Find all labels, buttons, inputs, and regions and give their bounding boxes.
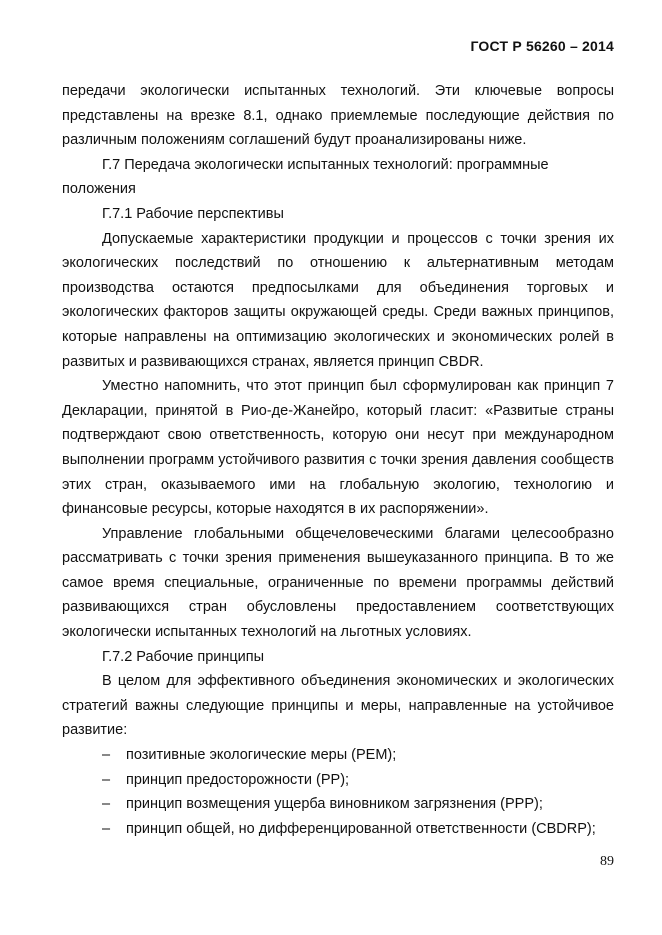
document-standard-header: ГОСТ Р 56260 – 2014 (470, 38, 614, 54)
dash-bullet: – (102, 747, 111, 764)
list-item-text: принцип общей, но дифференцированной ответственности (CBDRP); (126, 820, 596, 837)
dash-bullet: – (102, 796, 111, 813)
document-body (62, 79, 614, 841)
list-item-text: принцип возмещения ущерба виновником загрязнения (PPP); (126, 796, 543, 813)
dash-bullet: – (102, 820, 111, 837)
section-heading-g7-2: Г.7.2 Рабочие принципы (102, 648, 265, 665)
page-number: 89 (600, 854, 614, 869)
list-item (62, 768, 614, 793)
principles-list (62, 743, 614, 841)
paragraph-rio-declaration: Уместно напомнить, что этот принцип был сформулирован как принцип 7 Декларации, принятой в Рио-де-Жанейро, который гласит: «Развитые страны подтверждают свою ответственность, которую они несут при международном выполнении программ устойчивого развития с точки зрения давления сообществ этих стран, оказываемого ими на глобальную экологию, технологию и финансовые ресурсы, которые находятся в их распоряжении». (62, 378, 614, 518)
list-item-text: позитивные экологические меры (PEM); (126, 747, 397, 764)
list-item (62, 817, 614, 842)
list-item (62, 743, 614, 768)
section-heading-g7-1: Г.7.1 Рабочие перспективы (102, 205, 284, 222)
list-item (62, 792, 614, 817)
dash-bullet: – (102, 771, 111, 788)
paragraph-characteristics: Допускаемые характеристики продукции и процессов с точки зрения их экологических последствий по отношению к альтернативным методам производства остаются предпосылками для объединения торговых и экологических факторов защиты окружающей среды. Среди важных принципов, которые направлены на оптимизацию экологических и экономических ролей в развитых и развивающихся странах, является принцип CBDR. (62, 230, 614, 370)
paragraph-global-goods: Управление глобальными общечеловеческими благами целесообразно рассматривать с точки зрения применения вышеуказанного принципа. В то же самое время специальные, ограниченные по времени программы действий развивающихся стран обусловлены предоставлением соответствующих экологически испытанных технологий на льготных условиях. (62, 525, 614, 641)
paragraph-continuation: передачи экологически испытанных технологий. Эти ключевые вопросы представлены на врезке 8.1, однако приемлемые последующие действия по различным положениям соглашений будут проанализированы ниже. (62, 83, 614, 149)
list-item-text: принцип предосторожности (PP); (126, 771, 350, 788)
paragraph-principles-intro: В целом для эффективного объединения экономических и экологических стратегий важны следующие принципы и меры, направленные на устойчивое развитие: (62, 673, 614, 739)
section-heading-g7: Г.7 Передача экологически испытанных технологий: программные положения (62, 156, 549, 198)
